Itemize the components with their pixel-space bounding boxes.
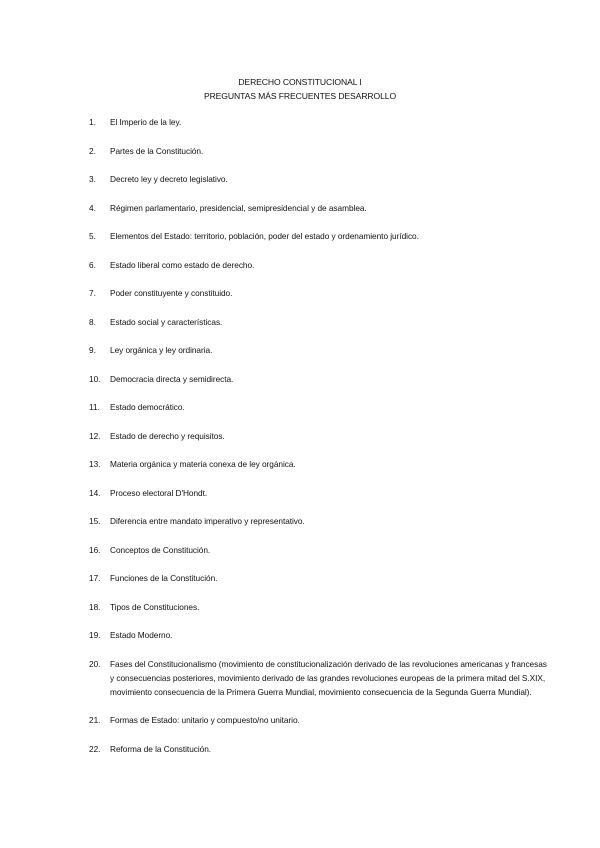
- question-text: Diferencia entre mandato imperativo y representativo.: [110, 516, 305, 526]
- question-text: Partes de la Constitución.: [110, 145, 204, 156]
- document-subtitle: PREGUNTAS MÁS FRECUENTES DESARROLLO: [203, 91, 397, 101]
- question-item: [89, 457, 539, 471]
- question-item: [89, 286, 539, 300]
- question-text: Decreto ley y decreto legislativo.: [110, 174, 228, 184]
- question-item: [89, 315, 539, 329]
- question-item: [89, 343, 539, 357]
- question-number: 8.: [89, 316, 96, 327]
- question-text: Estado liberal como estado de derecho.: [110, 259, 255, 270]
- question-number: 20.: [89, 658, 101, 669]
- question-number: 2.: [89, 145, 96, 156]
- question-item: [89, 486, 539, 500]
- question-number: 14.: [89, 487, 101, 498]
- question-number: 22.: [89, 743, 101, 754]
- question-item: [89, 201, 539, 215]
- question-item: [89, 742, 539, 756]
- question-item: [89, 144, 539, 158]
- question-number: 9.: [89, 345, 96, 355]
- question-text: Ley orgánica y ley ordinaria.: [110, 345, 213, 355]
- question-item: [89, 115, 539, 129]
- question-text: Proceso electoral D'Hondt.: [110, 487, 208, 498]
- question-list: [89, 115, 547, 770]
- question-text: Materia orgánica y materia conexa de ley orgánica.: [110, 459, 296, 469]
- question-text: Estado democrático.: [110, 402, 185, 412]
- question-number: 4.: [89, 202, 96, 213]
- question-text: Estado de derecho y requisitos.: [110, 430, 225, 441]
- question-number: 17.: [89, 573, 101, 583]
- question-text: Estado social y características.: [110, 316, 223, 327]
- question-text: Reforma de la Constitución.: [110, 743, 212, 754]
- question-item: [89, 600, 539, 614]
- question-number: 11.: [89, 402, 100, 412]
- question-number: 18.: [89, 601, 101, 612]
- question-item: [89, 258, 539, 272]
- question-item: [89, 229, 539, 243]
- question-item: [89, 713, 539, 727]
- question-item: [89, 571, 539, 585]
- question-item: [89, 543, 539, 557]
- question-number: 21.: [89, 715, 101, 725]
- question-number: 19.: [89, 630, 101, 640]
- question-item: [89, 628, 539, 642]
- question-number: 7.: [89, 288, 96, 298]
- question-item: [89, 400, 539, 414]
- question-item: [89, 657, 547, 699]
- question-text: Poder constituyente y constituido.: [110, 288, 233, 298]
- question-number: 5.: [89, 231, 96, 241]
- question-text: Formas de Estado: unitario y compuesto/no unitario.: [110, 715, 300, 725]
- question-number: 6.: [89, 259, 96, 270]
- question-number: 10.: [89, 373, 101, 384]
- question-item: [89, 372, 539, 386]
- question-number: 15.: [89, 516, 101, 526]
- question-text: Elementos del Estado: territorio, población, poder del estado y ordenamiento jurídico.: [110, 231, 419, 241]
- question-number: 12.: [89, 430, 101, 441]
- question-number: 16.: [89, 544, 101, 555]
- question-text: Estado Moderno.: [110, 630, 173, 640]
- question-number: 13.: [89, 459, 101, 469]
- question-item: [89, 429, 539, 443]
- question-text: Fases del Constitucionalismo (movimiento de constitucionalización derivado de las revoluciones americanas y francesas y consecuencias posteriores, movimiento derivado de las grandes revoluciones europeas de la primera mitad del S.XIX, movimiento consecuencia de la Primera Guerra Mundial, movimiento consecuencia de la Segunda Guerra Mundial).: [110, 658, 547, 697]
- document-title: DERECHO CONSTITUCIONAL I: [238, 77, 362, 87]
- document-header: [0, 75, 600, 103]
- question-text: El Imperio de la ley.: [110, 117, 182, 127]
- question-text: Funciones de la Constitución.: [110, 573, 218, 583]
- question-text: Tipos de Constituciones.: [110, 601, 200, 612]
- question-number: 3.: [89, 174, 96, 184]
- question-text: Democracia directa y semidirecta.: [110, 373, 234, 384]
- question-item: [89, 172, 539, 186]
- question-number: 1.: [89, 117, 96, 127]
- question-text: Conceptos de Constitución.: [110, 544, 211, 555]
- question-item: [89, 514, 539, 528]
- question-text: Régimen parlamentario, presidencial, semipresidencial y de asamblea.: [110, 202, 367, 213]
